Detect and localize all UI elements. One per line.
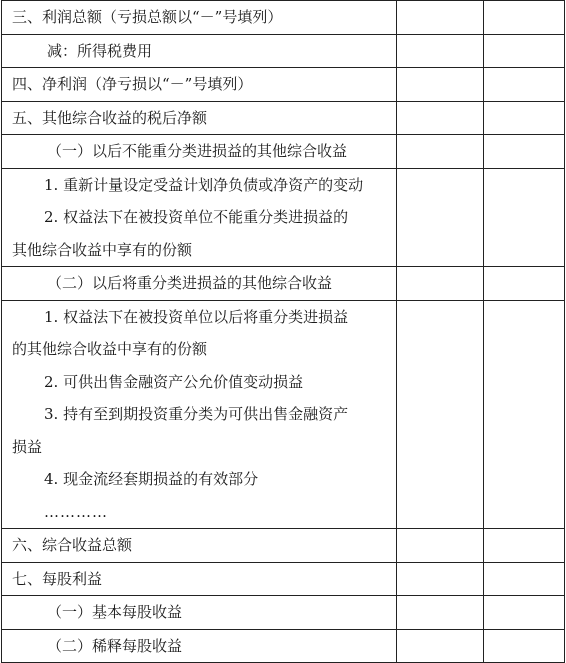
item-text: 1. 权益法下在被投资单位以后将重分类进损益 — [44, 307, 349, 326]
item-text: （二）稀释每股收益 — [47, 636, 183, 655]
item-text: 减：所得税费用 — [47, 41, 153, 60]
table-row — [2, 135, 565, 169]
current-period-amount-cell — [397, 1, 484, 35]
prior-period-amount-cell — [484, 267, 565, 301]
prior-period-amount-cell — [484, 629, 565, 663]
item-cell — [2, 596, 397, 630]
item-text: 损益 — [12, 437, 43, 456]
item-text: 四、净利润（净亏损以“－”号填列） — [12, 75, 253, 93]
prior-period-amount-cell — [484, 1, 565, 35]
item-text: 六、综合收益总额 — [12, 536, 133, 554]
table-row — [2, 1, 565, 35]
item-text: 1. 重新计量设定受益计划净负债或净资产的变动 — [44, 175, 364, 194]
current-period-amount-cell — [397, 529, 484, 563]
current-period-amount-cell — [397, 562, 484, 596]
table-row — [2, 562, 565, 596]
item-text: 五、其他综合收益的税后净额 — [12, 108, 208, 127]
item-text: （一）以后不能重分类进损益的其他综合收益 — [47, 142, 348, 160]
prior-period-amount-cell — [484, 300, 565, 529]
current-period-amount-cell — [397, 300, 484, 529]
prior-period-amount-cell — [484, 529, 565, 563]
item-text: 七、每股利益 — [12, 569, 103, 588]
item-cell — [2, 101, 397, 135]
table-row — [2, 101, 565, 135]
current-period-amount-cell — [397, 135, 484, 169]
table-body — [2, 1, 565, 663]
prior-period-amount-cell — [484, 562, 565, 596]
table-row — [2, 529, 565, 563]
current-period-amount-cell — [397, 68, 484, 102]
current-period-amount-cell — [397, 267, 484, 301]
item-cell — [2, 529, 397, 563]
current-period-amount-cell — [397, 596, 484, 630]
prior-period-amount-cell — [484, 101, 565, 135]
prior-period-amount-cell — [484, 168, 565, 267]
current-period-amount-cell — [397, 168, 484, 267]
table-row — [2, 300, 565, 529]
table-row — [2, 267, 565, 301]
item-text: 2. 权益法下在被投资单位不能重分类进损益的 — [44, 208, 349, 226]
item-text: 其他综合收益中享有的份额 — [12, 240, 193, 259]
current-period-amount-cell — [397, 101, 484, 135]
prior-period-amount-cell — [484, 135, 565, 169]
item-cell — [2, 629, 397, 663]
item-text: （一）基本每股收益 — [47, 603, 183, 621]
item-text: 2. 可供出售金融资产公允价值变动损益 — [44, 372, 304, 391]
income-statement-table — [1, 0, 565, 663]
item-cell — [2, 168, 397, 267]
item-text: 3. 持有至到期投资重分类为可供出售金融资产 — [44, 405, 349, 423]
item-text: 4. 现金流经套期损益的有效部分 — [44, 470, 259, 488]
table-row — [2, 629, 565, 663]
current-period-amount-cell — [397, 34, 484, 68]
prior-period-amount-cell — [484, 68, 565, 102]
table-row — [2, 34, 565, 68]
item-text: （二）以后将重分类进损益的其他综合收益 — [47, 274, 333, 292]
table-row — [2, 68, 565, 102]
item-cell — [2, 267, 397, 301]
item-cell — [2, 300, 397, 529]
item-cell — [2, 1, 397, 35]
item-text: 的其他综合收益中享有的份额 — [12, 340, 208, 358]
item-cell — [2, 34, 397, 68]
prior-period-amount-cell — [484, 596, 565, 630]
table-row — [2, 168, 565, 267]
table-row — [2, 596, 565, 630]
item-text: 三、利润总额（亏损总额以“－”号填列） — [12, 8, 283, 26]
item-cell — [2, 135, 397, 169]
item-cell — [2, 68, 397, 102]
prior-period-amount-cell — [484, 34, 565, 68]
item-cell — [2, 562, 397, 596]
item-text: ………… — [44, 502, 108, 521]
current-period-amount-cell — [397, 629, 484, 663]
